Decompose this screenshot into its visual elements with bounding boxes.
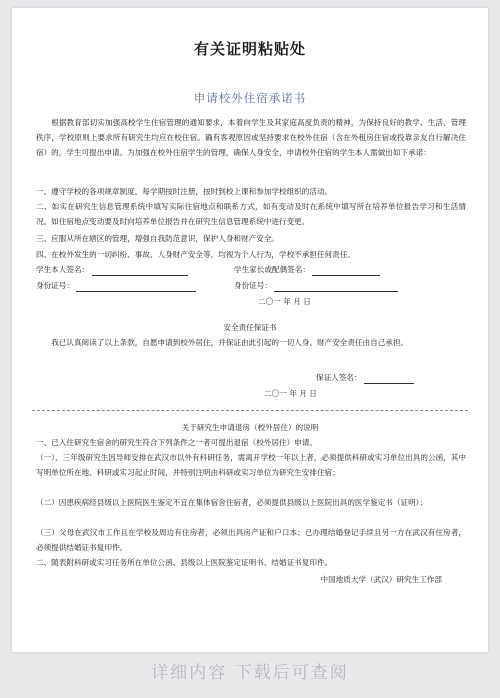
document-page xyxy=(12,8,488,652)
parent-id-label: 身份证号： xyxy=(234,281,272,290)
guarantor-label: 保证人签名： xyxy=(316,373,362,382)
guarantee-text: 我已认真阅读了以上条款，自愿申请到校外居住，并保证由此引起的一切人身、财产安全责任由自己承担。 xyxy=(51,338,409,347)
parent-signature-label: 学生家长或配偶签名： xyxy=(234,265,310,274)
student-id-label: 身份证号： xyxy=(36,281,74,290)
date-line-1: 二〇一 年 月 日 xyxy=(258,297,311,306)
guarantor-row xyxy=(316,372,414,384)
notice-item-1c: （三）父母在武汉市工作且在学校及周边有住房者，必须出具房产证和户口本；已办理结婚登记手续且另一方在武汉有住房者，必须提供结婚证书复印件。 xyxy=(36,528,466,552)
student-id-field[interactable] xyxy=(76,282,196,292)
pledge-item-1: 一、遵守学校的各项规章制度，每学期按时注册，按时到校上课和参加学校组织的活动。 xyxy=(36,187,333,196)
pledge-item-4: 四、在校外发生的一切纠纷、事故、人身财产安全等，均视为个人行为，学校不承担任何责任。 xyxy=(36,250,355,259)
date-line-2: 二〇一 年 月 日 xyxy=(264,389,317,398)
pledge-item-2: 二、如实在研究生信息管理系统中填写实际住宿地点和联系方式，如有变动及时在系统中填写所在培养单位报告学习和生活情况。如住宿地点变动要及时向培养单位报告并在研究生信息管理系统中进行变更。 xyxy=(36,202,466,226)
parent-id-row xyxy=(234,280,398,292)
pledge-title: 申请校外住宿承诺书 xyxy=(193,91,307,105)
intro-paragraph: 根据教育部切实加强高校学生住宿管理的通知要求，本着向学生及其家庭高度负责的精神，为保持良好的教学、生活、管理秩序，学校原则上要求所有研究生均应在校住宿。确有客观原因或坚持要求在校外住宿（含在外租房住宿或投靠亲友自行解决住宿）的，学生可提出申请。为加强在校外住宿学生的管理，确保人身安全，申请校外住宿的学生本人需做出如下承诺： xyxy=(36,118,466,157)
student-signature-field[interactable] xyxy=(92,266,188,276)
pledge-item-3: 三、应服从所在辖区的管理，增强自我防范意识，保护人身和财产安全。 xyxy=(36,234,279,243)
download-hint[interactable]: 详细内容 下载后可查阅 xyxy=(151,663,349,683)
notice-title: 关于研究生申请退房（校外居住）的说明 xyxy=(181,423,319,432)
guarantee-title: 安全责任保证书 xyxy=(223,323,277,332)
notice-item-1: 一、已入住研究生宿舍的研究生符合下列条件之一者可提出退宿（校外居住）申请。 xyxy=(36,438,317,447)
notice-item-2: 二、随表附科研或实习任务所在单位公函、县级以上医院鉴定证明书、结婚证书复印件。 xyxy=(36,558,333,567)
page-title: 有关证明粘贴处 xyxy=(193,40,306,58)
issuing-organization: 中国地质大学（武汉）研究生工作部 xyxy=(320,575,442,584)
cut-line-divider xyxy=(32,410,468,411)
parent-signature-field[interactable] xyxy=(312,266,380,276)
notice-item-1b: （二）因患疾病经县级以上医院医生鉴定不宜在集体宿舍住宿者，必须提供县级以上医院出具的医学鉴定书（证明）； xyxy=(36,498,428,507)
student-signature-label: 学生本人签名： xyxy=(36,265,90,274)
student-signature-row xyxy=(36,264,188,276)
student-id-row xyxy=(36,280,196,292)
guarantor-signature-field[interactable] xyxy=(364,374,414,384)
parent-id-field[interactable] xyxy=(274,282,398,292)
parent-signature-row xyxy=(234,264,380,276)
notice-item-1a: （一）、三年级研究生因导师安排在武汉市以外有科研任务，需离开学校一年以上者，必须提供科研或实习单位出具的公函，其中写明单位所在地、科研或实习起止时间，并特别注明由科研或实习单位为研究生安排住宿； xyxy=(36,453,466,477)
